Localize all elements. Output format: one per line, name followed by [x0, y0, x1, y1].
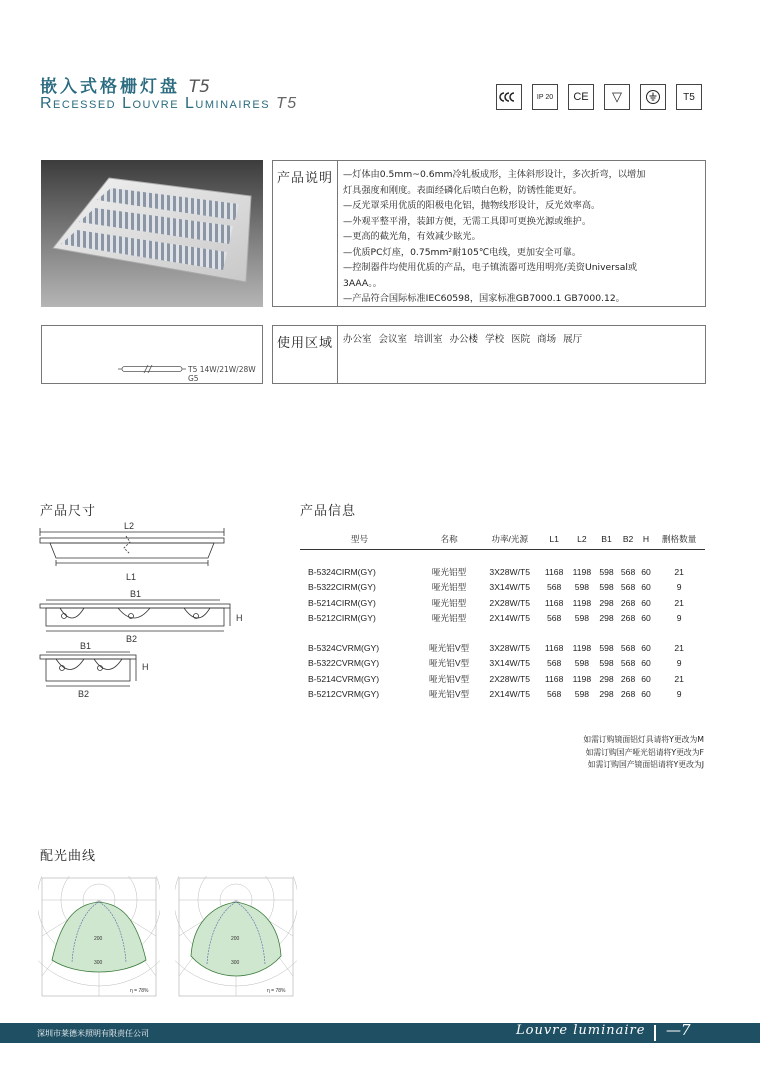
description-line: —反光罩采用优质的阳极电化铝，抛物线形设计，反光效率高。 — [343, 200, 601, 211]
t5-tube-icon: T5 — [676, 84, 702, 110]
usage-text: 办公室 会议室 培训室 办公楼 学校 医院 商场 展厅 — [343, 334, 583, 345]
usage-heading-cell — [273, 326, 338, 383]
polar-curve-chart — [38, 870, 160, 1000]
description-line: 灯具强度和刚度。表面经磷化后喷白色粉，防锈性能更好。 — [343, 184, 582, 196]
table-header-row — [300, 530, 705, 550]
column-header: B2 — [617, 530, 639, 550]
lamp-label: T5 14W/21W/28W G5 — [188, 365, 256, 383]
dim-label-l2: L2 — [124, 521, 135, 531]
description-line: —控制器件均使用优质的产品，电子镇流器可选用明亮/美资Universal或 — [343, 262, 638, 273]
f-mark-triangle-icon: ▽ — [604, 84, 630, 110]
description-line: —更高的截光角，有效减少眩光。 — [343, 231, 481, 242]
polar-curve-chart — [175, 870, 297, 1000]
column-header: 功率/光源 — [479, 530, 540, 550]
table-row: B-5322CIRM(GY) 哑光铝型 3X14W/T5 568 598 598 568 60 9 — [308, 582, 682, 593]
polar-curve-plot — [38, 876, 160, 1000]
page-number: —7 — [666, 1021, 691, 1039]
ring-label: 200 — [231, 936, 240, 942]
ordering-notes — [583, 734, 704, 772]
description-line: —产品符合国际标准IEC60598，国家标准GB7000.1 GB7000.12。 — [343, 293, 625, 304]
earth-symbol-icon — [640, 84, 666, 110]
dim-label-b1: B1 — [130, 589, 142, 599]
table-row: B-5212CVRM(GY) 哑光铝V型 2X14W/T5 568 598 298 268 60 9 — [308, 689, 682, 700]
ring-label: 200 — [94, 936, 103, 942]
certification-marks — [496, 84, 702, 110]
column-header: 型号 — [300, 530, 419, 550]
dim-label-b2: B2 — [126, 634, 138, 644]
ring-label: 300 — [231, 960, 240, 966]
page-subtitle: Recessed Louvre Luminaires T5 — [40, 95, 298, 112]
table-row: B-5324CVRM(GY) 哑光铝V型 3X28W/T5 1168 1198 598 568 60 21 — [308, 642, 684, 653]
ordering-note: 如需订购国产哑光铝请将Y更改为F — [585, 747, 704, 757]
dim-label-b2: B2 — [78, 689, 90, 699]
product-info-title: 产品信息 — [300, 504, 357, 519]
column-header: 删格数量 — [653, 530, 705, 550]
page-title: 嵌入式格栅灯盘 T5 — [40, 77, 211, 97]
dim-label-l1: L1 — [126, 572, 137, 582]
table-row: B-5214CVRM(GY) 哑光铝V型 2X28W/T5 1168 1198 298 268 60 21 — [308, 673, 684, 684]
column-header: L2 — [568, 530, 596, 550]
product-photo — [41, 160, 263, 307]
ring-label: 300 — [94, 960, 103, 966]
usage-heading: 使用区域 — [277, 336, 334, 351]
polar-curve-plot — [175, 876, 297, 1000]
description-heading: 产品说明 — [277, 171, 334, 186]
column-header: H — [639, 530, 653, 550]
ordering-note: 如需订购国产镜面铝请将Y更改为J — [587, 760, 704, 769]
usage-area-box — [272, 325, 706, 384]
dim-label-h: H — [236, 613, 243, 623]
ip-rating-icon: IP 20 — [532, 84, 558, 110]
dimension-drawings — [34, 518, 250, 704]
t5-tube-icon — [118, 365, 186, 373]
light-distribution-title: 配光曲线 — [40, 849, 97, 864]
description-line: 3AAA。。 — [343, 277, 382, 289]
ce-mark-icon: CE — [568, 84, 594, 110]
product-spec-table — [300, 530, 705, 702]
description-text — [343, 167, 701, 307]
ordering-note: 如需订购镜面铝灯具请将Y更改为M — [583, 735, 704, 744]
product-description-box — [272, 160, 706, 307]
dimensions-title: 产品尺寸 — [40, 504, 97, 519]
table-row: B-5324CIRM(GY) 哑光铝型 3X28W/T5 1168 1198 598 568 60 21 — [308, 566, 684, 577]
ccc-mark-icon — [496, 84, 522, 110]
description-heading-cell — [273, 161, 338, 306]
column-header: 名称 — [419, 530, 479, 550]
footer-series: Louvre luminaire — [516, 1023, 646, 1038]
dim-label-h: H — [142, 662, 149, 672]
efficiency-label: η = 78% — [130, 988, 149, 994]
column-header: L1 — [540, 530, 568, 550]
table-row: B-5214CIRM(GY) 哑光铝型 2X28W/T5 1168 1198 298 268 60 21 — [308, 597, 684, 608]
description-line: —灯体由0.5mm~0.6mm冷轧板成形，主体斜形设计，多次折弯，以增加 — [343, 169, 646, 180]
description-line: —外观平整平滑，装卸方便，无需工具即可更换光源或维护。 — [343, 215, 592, 227]
description-line: —优质PC灯座，0.75mm²耐105℃电线，更加安全可靠。 — [343, 246, 582, 258]
dim-label-b1: B1 — [80, 641, 92, 651]
table-row: B-5322CVRM(GY) 哑光铝V型 3X14W/T5 568 598 598 568 60 9 — [308, 658, 682, 669]
footer-divider — [654, 1025, 656, 1041]
column-header: B1 — [596, 530, 618, 550]
table-row: B-5212CIRM(GY) 哑光铝型 2X14W/T5 568 598 298 268 60 9 — [308, 613, 682, 624]
footer-company: 深圳市莱德米照明有限责任公司 — [37, 1029, 149, 1038]
efficiency-label: η = 78% — [267, 988, 286, 994]
